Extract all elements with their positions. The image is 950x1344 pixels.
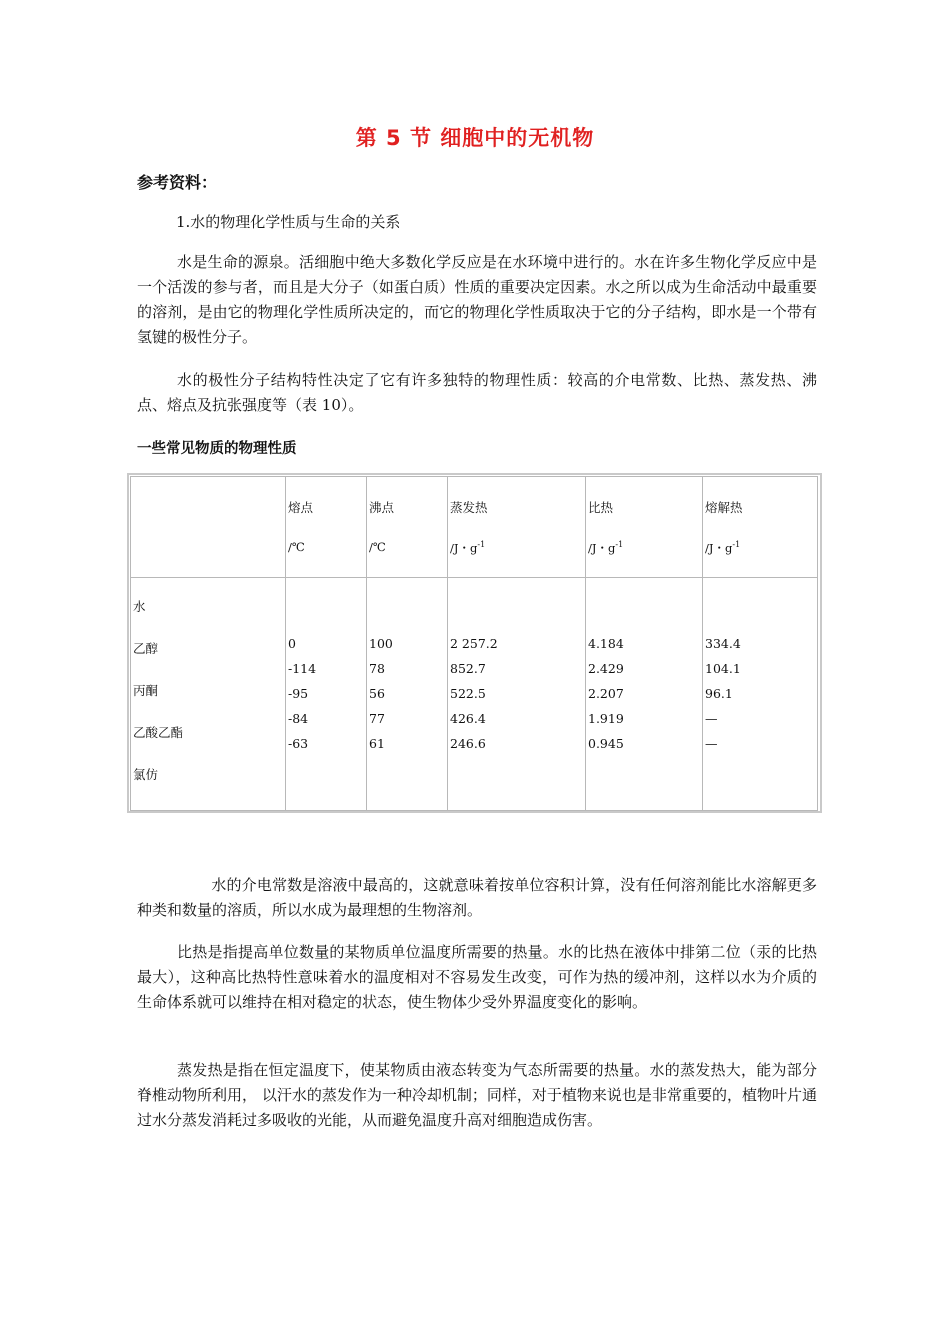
substance-name: 水 bbox=[133, 599, 146, 614]
table-cell: 246.6 bbox=[450, 736, 486, 751]
subheading: 1.水的物理化学性质与生命的关系 bbox=[176, 213, 401, 231]
table-cell: 104.1 bbox=[705, 661, 741, 676]
melting-point-column bbox=[286, 578, 367, 811]
table-cell: 61 bbox=[369, 736, 385, 751]
table-header-cell bbox=[448, 477, 586, 578]
table-cell: 96.1 bbox=[705, 686, 733, 701]
table-cell: 100 bbox=[369, 636, 393, 651]
column-unit: /℃ bbox=[369, 540, 386, 554]
paragraph-properties: 水的极性分子结构特性决定了它有许多独特的物理性质：较高的介电常数、比热、蒸发热、沸点、熔点及抗张强度等（表 10）。 bbox=[137, 371, 817, 414]
table-cell: -95 bbox=[288, 686, 309, 701]
table-caption: 一些常见物质的物理性质 bbox=[137, 441, 297, 457]
substance-name: 乙醇 bbox=[133, 641, 159, 656]
column-unit: /℃ bbox=[288, 540, 305, 554]
heat-of-vaporization-column bbox=[448, 578, 586, 811]
substance-name: 丙酮 bbox=[133, 683, 159, 698]
table-cell: 2 257.2 bbox=[450, 636, 498, 651]
table-cell: 426.4 bbox=[450, 711, 486, 726]
section-heading: 参考资料： bbox=[137, 173, 218, 192]
table-header-cell bbox=[586, 477, 703, 578]
column-name: 沸点 bbox=[369, 500, 395, 515]
table-cell: 2.429 bbox=[588, 661, 624, 676]
table-header-cell bbox=[367, 477, 448, 578]
paragraph-vaporization: 蒸发热是指在恒定温度下，使某物质由液态转变为气态所需要的热量。水的蒸发热大，能为部分脊椎动物所利用， 以汗水的蒸发作为一种冷却机制；同样，对于植物来说也是非常重要的，植物叶片通过水分蒸发消耗过多吸收的光能，从而避免温度升高对细胞造成伤害。 bbox=[137, 1061, 817, 1129]
column-name: 比热 bbox=[588, 500, 614, 515]
table-cell: -84 bbox=[288, 711, 309, 726]
table-corner-cell bbox=[131, 477, 286, 578]
table-cell: 852.7 bbox=[450, 661, 486, 676]
substance-column bbox=[131, 578, 286, 811]
table-cell: — bbox=[705, 736, 718, 751]
heat-of-fusion-column bbox=[703, 578, 818, 811]
properties-table bbox=[130, 476, 818, 811]
table-cell: 56 bbox=[369, 686, 385, 701]
table-cell: 522.5 bbox=[450, 686, 486, 701]
column-unit: /J・$g^{-1}$ bbox=[705, 540, 741, 555]
column-name: 蒸发热 bbox=[450, 500, 488, 515]
table-cell: 2.207 bbox=[588, 686, 624, 701]
specific-heat-column bbox=[586, 578, 703, 811]
substance-name: 乙酸乙酯 bbox=[133, 725, 184, 740]
substance-name: 氯仿 bbox=[133, 767, 159, 782]
column-name: 熔解热 bbox=[705, 500, 743, 515]
boiling-point-column bbox=[367, 578, 448, 811]
table-cell: 78 bbox=[369, 661, 385, 676]
table-cell: 1.919 bbox=[588, 711, 624, 726]
table-cell: -63 bbox=[288, 736, 309, 751]
table-body-row bbox=[131, 578, 818, 811]
table-cell: — bbox=[705, 711, 718, 726]
table-cell: 77 bbox=[369, 711, 385, 726]
page-title: 第 5 节 细胞中的无机物 bbox=[355, 126, 595, 150]
table-cell: 334.4 bbox=[705, 636, 741, 651]
table-header-row bbox=[131, 477, 818, 578]
paragraph-intro: 水是生命的源泉。活细胞中绝大多数化学反应是在水环境中进行的。水在许多生物化学反应中是一个活泼的参与者，而且是大分子（如蛋白质）性质的重要决定因素。水之所以成为生命活动中最重要的溶剂，是由它的物理化学性质所决定的，而它的物理化学性质取决于它的分子结构，即水是一个带有氢键的极性分子。 bbox=[137, 253, 817, 346]
column-unit: /J・$g^{-1}$ bbox=[450, 540, 486, 555]
table-header-cell bbox=[703, 477, 818, 578]
table-header-cell bbox=[286, 477, 367, 578]
column-unit: /J・$g^{-1}$ bbox=[588, 540, 624, 555]
table-cell: -114 bbox=[288, 661, 317, 676]
paragraph-dielectric: 水的介电常数是溶液中最高的，这就意味着按单位容积计算，没有任何溶剂能比水溶解更多种类和数量的溶质，所以水成为最理想的生物溶剂。 bbox=[137, 876, 817, 919]
table-cell: 0.945 bbox=[588, 736, 624, 751]
table-cell: 0 bbox=[288, 636, 296, 651]
table-cell: 4.184 bbox=[588, 636, 624, 651]
column-name: 熔点 bbox=[288, 500, 314, 515]
paragraph-specific-heat: 比热是指提高单位数量的某物质单位温度所需要的热量。水的比热在液体中排第二位（汞的比热最大），这种高比热特性意味着水的温度相对不容易发生改变，可作为热的缓冲剂，这样以水为介质的生命体系就可以维持在相对稳定的状态，使生物体少受外界温度变化的影响。 bbox=[137, 943, 817, 1011]
